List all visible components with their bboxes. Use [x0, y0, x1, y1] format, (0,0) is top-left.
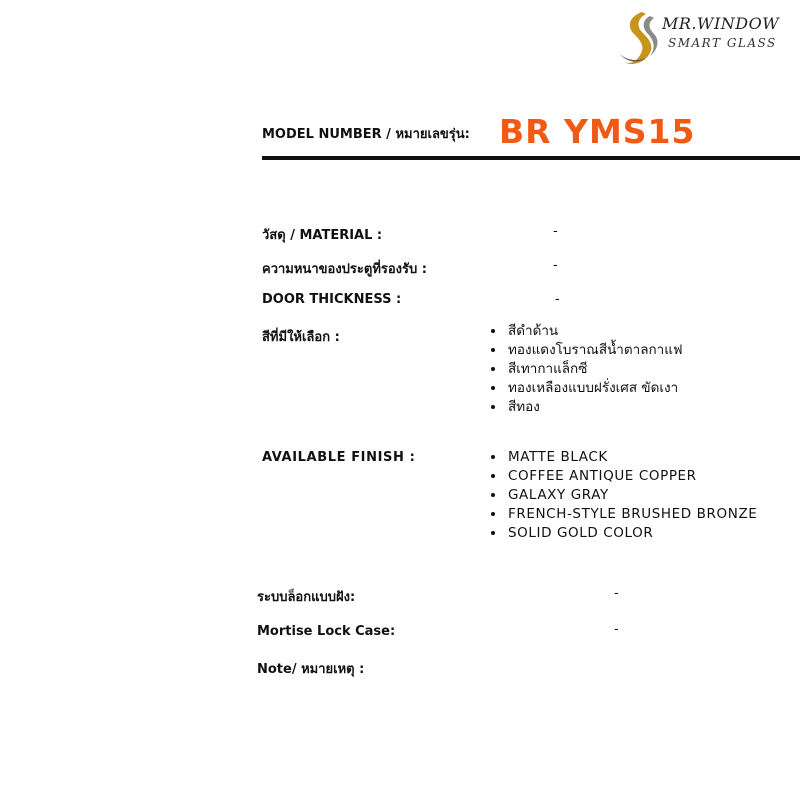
lock-en-value: - — [614, 622, 619, 637]
logo-wordmark: MR.WINDOW — [662, 14, 780, 33]
header-divider — [262, 156, 800, 160]
lock-th-label: ระบบล็อกแบบฝัง: — [257, 590, 356, 605]
list-item: • สีเทากาแล็กซี — [506, 360, 683, 379]
logo-tagline: SMART GLASS — [668, 36, 777, 50]
note-label: Note/ หมายเหตุ : — [257, 662, 365, 677]
list-item: • สีดำด้าน — [506, 322, 683, 341]
list-item: • MATTE BLACK — [506, 448, 757, 467]
list-item: • SOLID GOLD COLOR — [506, 524, 757, 543]
list-item: • COFFEE ANTIQUE COPPER — [506, 467, 757, 486]
lock-en-label: Mortise Lock Case: — [257, 624, 396, 639]
finish-en-list — [488, 448, 757, 543]
finish-th-label: สีที่มีให้เลือก : — [262, 330, 340, 345]
lock-th-value: - — [614, 586, 619, 601]
support-thickness-value: - — [553, 258, 558, 273]
model-number-value: BR YMS15 — [499, 112, 696, 151]
finish-th-list — [488, 322, 683, 417]
list-item: • FRENCH-STYLE BRUSHED BRONZE — [506, 505, 757, 524]
material-value: - — [553, 224, 558, 239]
list-item: • GALAXY GRAY — [506, 486, 757, 505]
model-number-label: MODEL NUMBER / หมายเลขรุ่น: — [262, 127, 470, 142]
door-thickness-label: DOOR THICKNESS : — [262, 292, 402, 307]
brand-logo — [612, 6, 800, 70]
door-thickness-value: - — [555, 292, 560, 307]
support-thickness-label: ความหนาของประตูที่รองรับ : — [262, 262, 427, 277]
list-item: • สีทอง — [506, 398, 683, 417]
list-item: • ทองแดงโบราณสีน้ำตาลกาแฟ — [506, 341, 683, 360]
finish-en-label: AVAILABLE FINISH : — [262, 450, 416, 465]
material-label: วัสดุ / MATERIAL : — [262, 228, 383, 243]
list-item: • ทองเหลืองแบบฝรั่งเศส ขัดเงา — [506, 379, 683, 398]
